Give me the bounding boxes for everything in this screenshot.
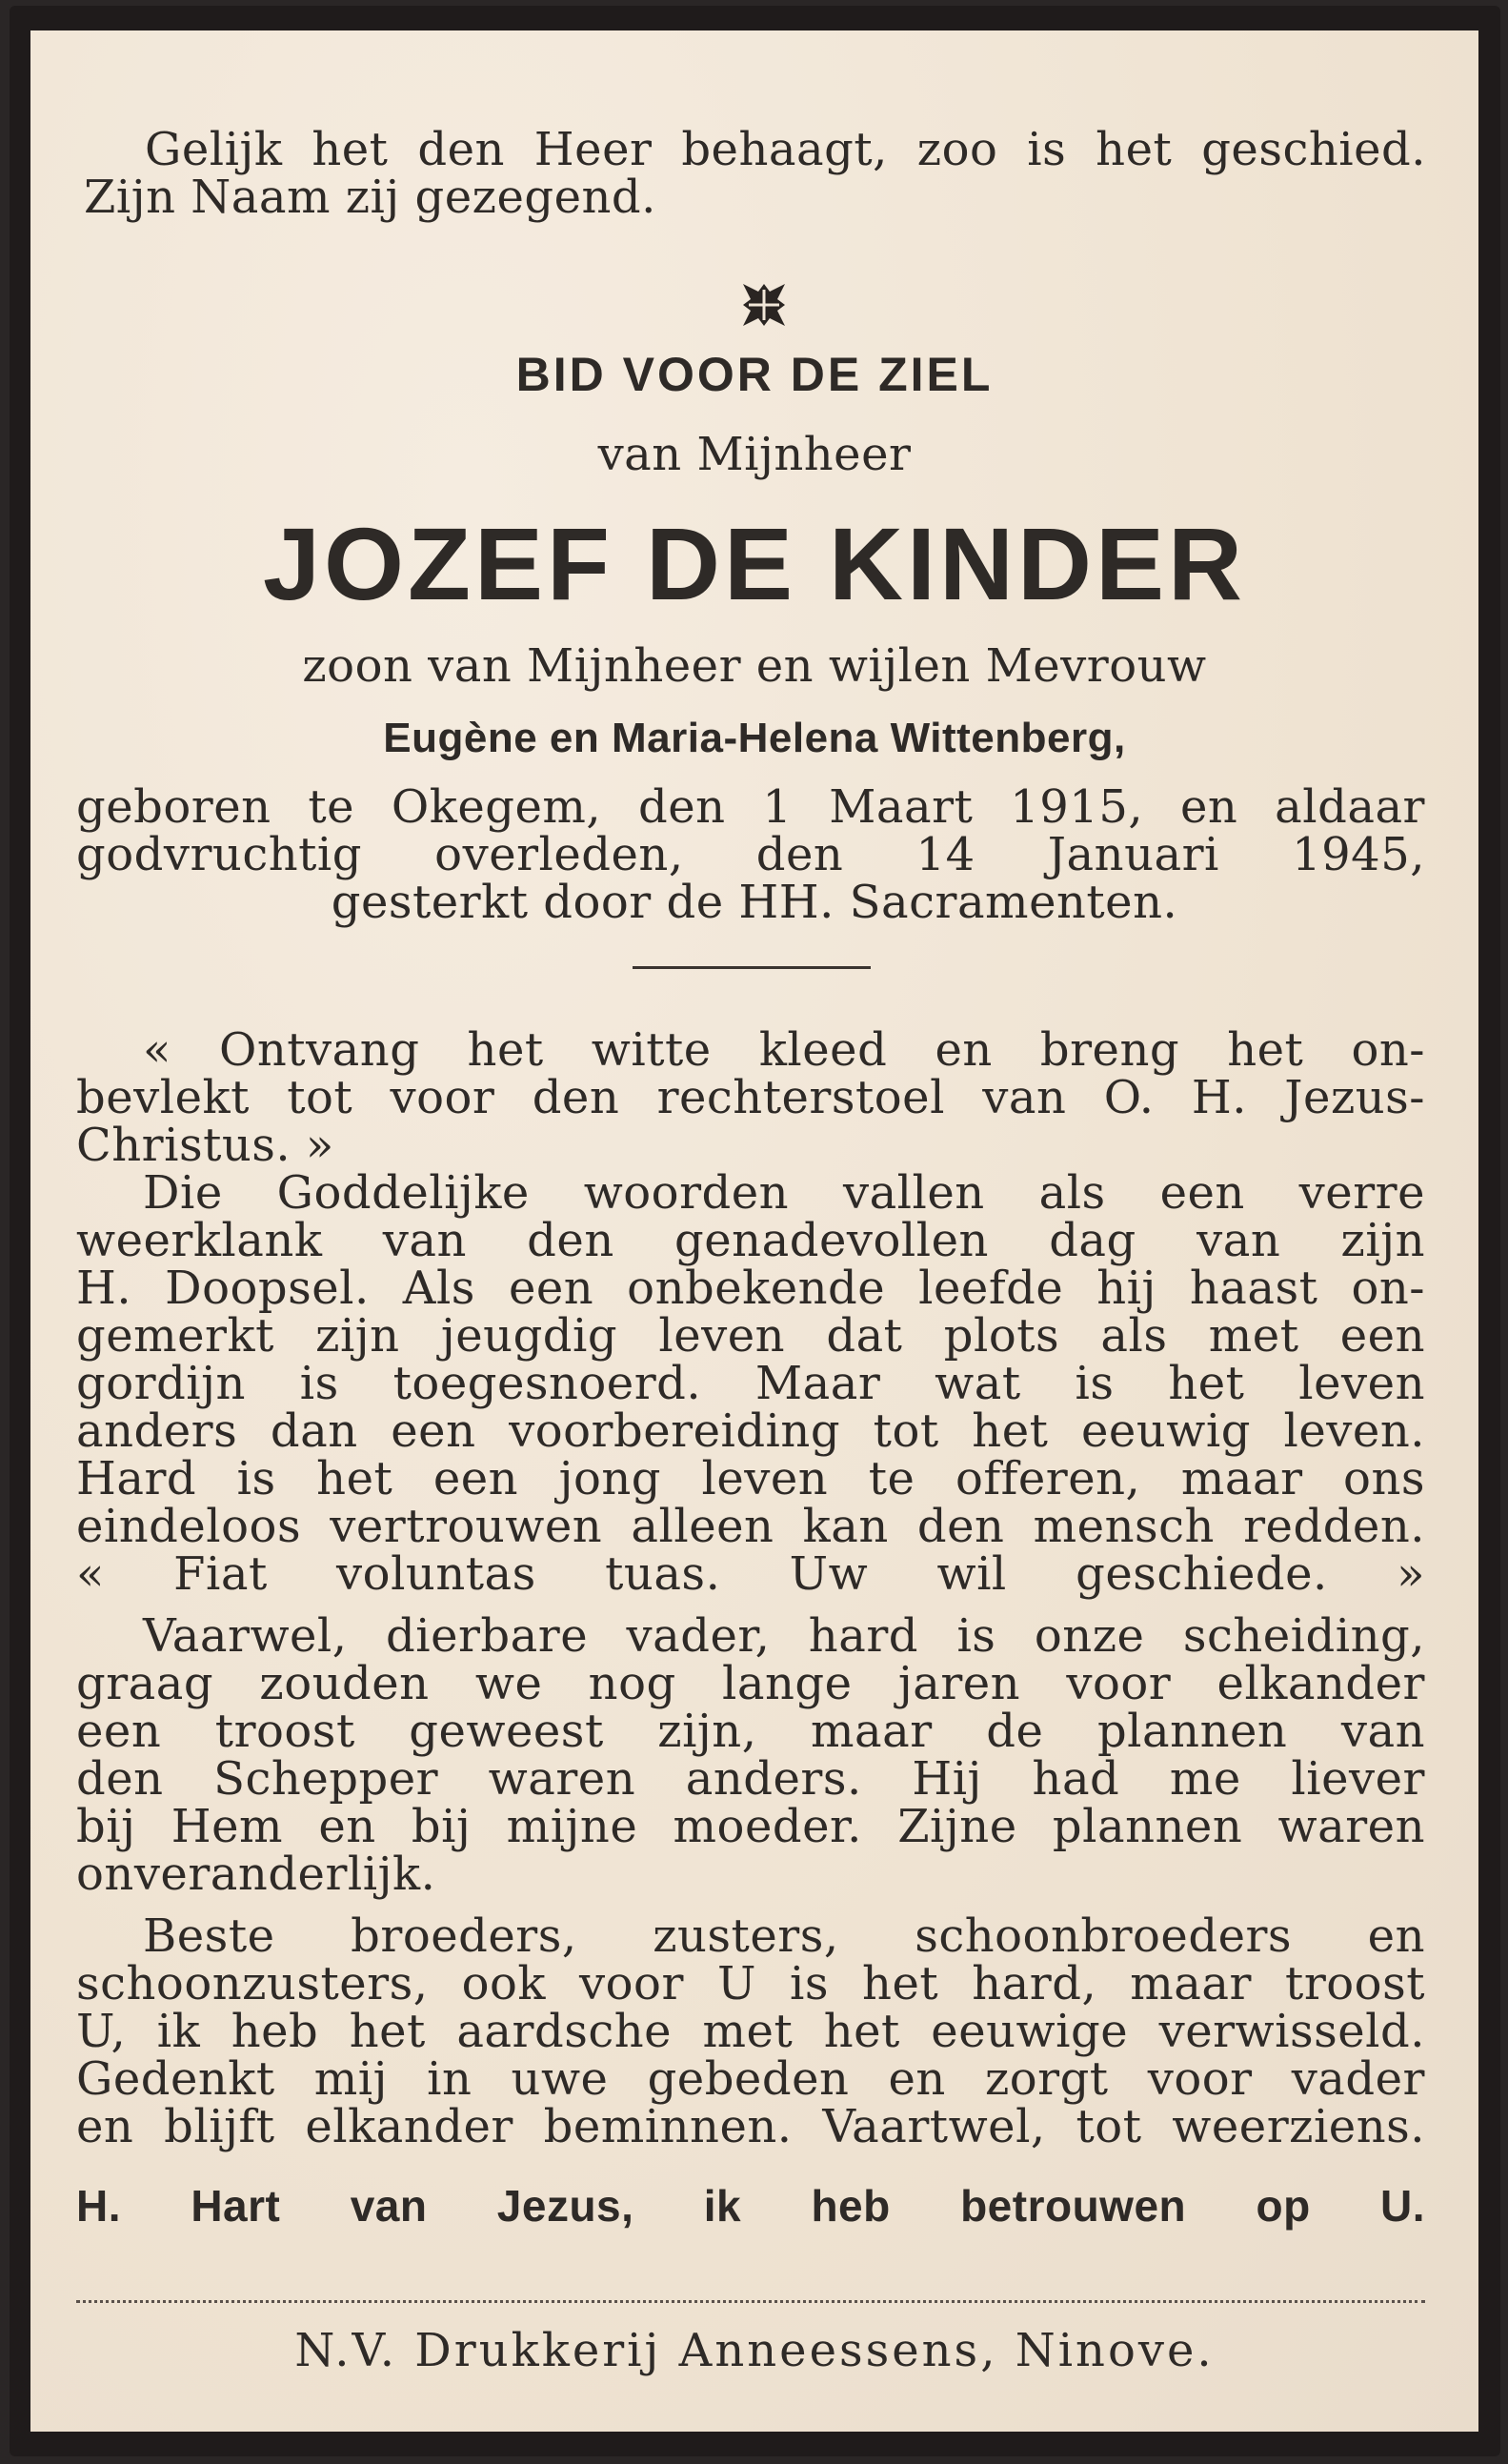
- body-line: Hard is het een jong leven te offeren, maar ons: [76, 1452, 1425, 1505]
- body-line: « Fiat voluntas tuas. Uw wil geschiede. »: [76, 1547, 1425, 1601]
- body-line: gordijn is toegesnoerd. Maar wat is het leven: [76, 1357, 1425, 1410]
- body-line: U, ik heb het aardsche met het eeuwige verwisseld.: [76, 2005, 1425, 2058]
- parents-names: Eugène en Maria-Helena Wittenberg,: [383, 715, 1126, 761]
- van-mijnheer: van Mijnheer: [597, 428, 912, 481]
- body-line: eindeloos vertrouwen alleen kan den mensch redden.: [76, 1500, 1425, 1553]
- body-line: gemerkt zijn jeugdig leven dat plots als met een: [76, 1309, 1425, 1363]
- zoon-line: zoon van Mijnheer en wijlen Mevrouw: [302, 639, 1207, 693]
- body-line: anders dan een voorbereiding tot het eeuwig leven.: [76, 1404, 1425, 1458]
- body-line: den Schepper waren anders. Hij had me liever: [76, 1752, 1425, 1806]
- body-line: Christus. »: [76, 1119, 334, 1172]
- card-paper: [30, 30, 1478, 2432]
- body-line: « Ontvang het witte kleed en breng het on-: [143, 1023, 1425, 1077]
- footer-divider: [76, 2300, 1425, 2303]
- body-line: Gedenkt mij in uwe gebeden en zorgt voor vader: [76, 2052, 1425, 2106]
- body-line: bevlekt tot voor den rechterstoel van O. H. Jezus-: [76, 1071, 1425, 1124]
- header-line-2: Zijn Naam zij gezegend.: [84, 171, 656, 224]
- printer-credit: N.V. Drukkerij Anneessens, Ninove.: [294, 2324, 1215, 2377]
- birth-line-3: gesterkt door de HH. Sacramenten.: [331, 876, 1178, 929]
- body-line: en blijft elkander beminnen. Vaartwel, tot weerziens.: [76, 2100, 1425, 2153]
- closing-invocation: H. Hart van Jezus, ik heb betrouwen op U.: [76, 2181, 1425, 2231]
- birth-line-1: geboren te Okegem, den 1 Maart 1915, en aldaar: [76, 780, 1425, 834]
- prayer-heading: BID VOOR DE ZIEL: [515, 348, 994, 401]
- memorial-card: [10, 6, 1500, 2456]
- maltese-cross-icon: [737, 278, 791, 332]
- body-line: Vaarwel, dierbare vader, hard is onze scheiding,: [143, 1609, 1425, 1663]
- body-line: Beste broeders, zusters, schoonbroeders en: [143, 1909, 1425, 1963]
- birth-line-2: godvruchtig overleden, den 14 Januari 1945,: [76, 828, 1425, 881]
- header-line-1: Gelijk het den Heer behaagt, zoo is het geschied.: [145, 123, 1426, 176]
- body-line: weerklank van den genadevollen dag van zijn: [76, 1214, 1425, 1267]
- body-line: Die Goddelijke woorden vallen als een verre: [143, 1166, 1425, 1220]
- deceased-name: JOZEF DE KINDER: [262, 506, 1247, 621]
- body-line: graag zouden we nog lange jaren voor elkander: [76, 1657, 1425, 1710]
- divider: [633, 966, 871, 969]
- body-line: bij Hem en bij mijne moeder. Zijne plannen waren: [76, 1800, 1425, 1853]
- body-line: een troost geweest zijn, maar de plannen van: [76, 1705, 1425, 1758]
- body-line: schoonzusters, ook voor U is het hard, maar troost: [76, 1957, 1425, 2010]
- body-line: onveranderlijk.: [76, 1848, 436, 1901]
- body-line: H. Doopsel. Als een onbekende leefde hij haast on-: [76, 1262, 1425, 1315]
